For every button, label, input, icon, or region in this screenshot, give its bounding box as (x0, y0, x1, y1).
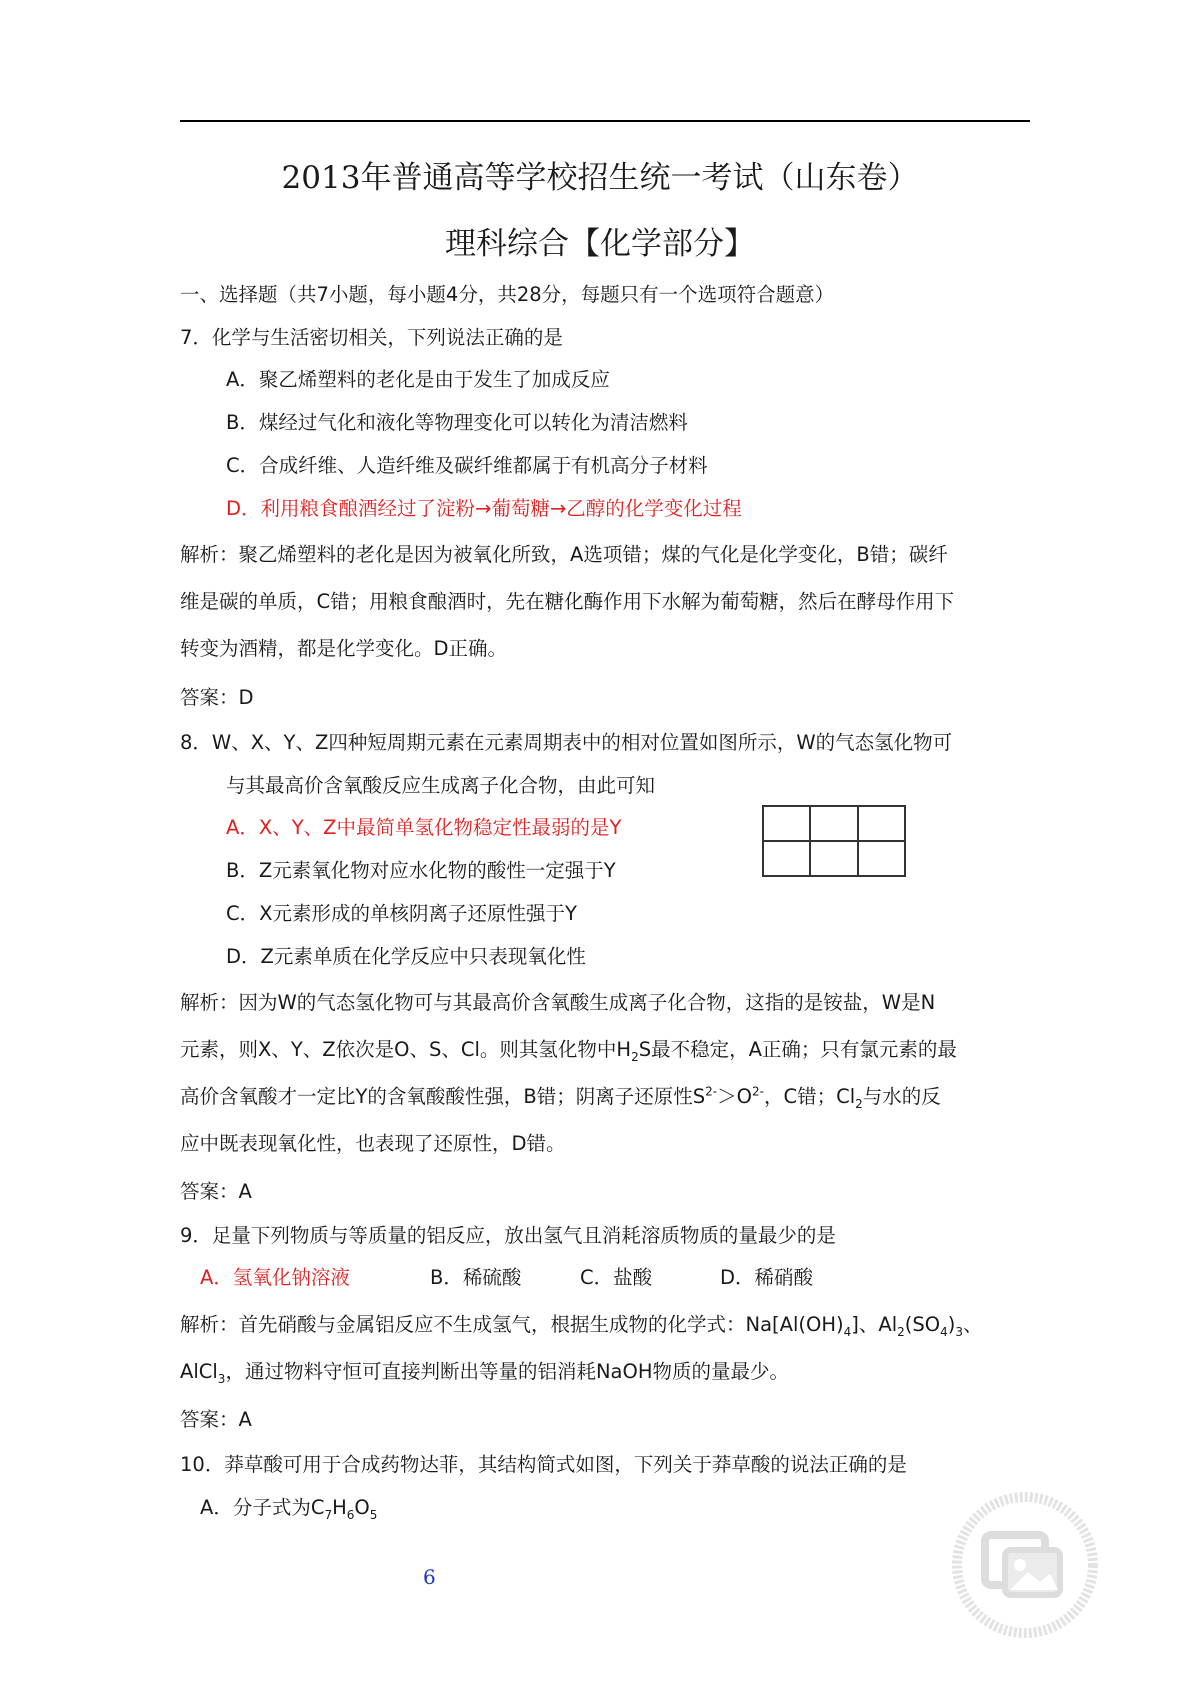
q8-answer: 答案：A (180, 1180, 252, 1203)
q8-explanation-4: 应中既表现氧化性，也表现了还原性，D错。 (180, 1132, 566, 1155)
q8-explanation-2: 元素，则X、Y、Z依次是O、S、Cl。则其氢化物中$H_2S$最不稳定，A正确；只有氯元素的最 (180, 1038, 957, 1064)
section-heading: 一、选择题（共7小题，每小题4分，共28分，每题只有一个选项符合题意） (180, 283, 835, 306)
grid-cell (763, 806, 810, 841)
watermark-logo-icon (950, 1490, 1100, 1640)
grid-cell (858, 841, 905, 876)
q9-option-c: C．盐酸 (580, 1266, 653, 1289)
q8-stem-2: 与其最高价含氧酸反应生成离子化合物，由此可知 (226, 774, 656, 797)
q7-stem: 7．化学与生活密切相关，下列说法正确的是 (180, 326, 563, 349)
document-title: 2013年普通高等学校招生统一考试（山东卷） (281, 160, 919, 196)
page-number: 6 (423, 1565, 436, 1589)
q9-explanation-1: 解析：首先硝酸与金属铝反应不生成氢气，根据生成物的化学式：$Na[Al(OH)_4]$、$Al_2(SO_4)_3$、 (180, 1313, 983, 1339)
q9-option-b: B．稀硫酸 (430, 1266, 522, 1289)
q8-option-c: C．X元素形成的单核阴离子还原性强于Y (226, 902, 577, 925)
q7-option-a: A．聚乙烯塑料的老化是由于发生了加成反应 (226, 368, 610, 391)
q8-option-b: B．Z元素氧化物对应水化物的酸性一定强于Y (226, 859, 616, 882)
q7-explanation-2: 维是碳的单质，C错；用粮食酿酒时，先在糖化酶作用下水解为葡萄糖，然后在酵母作用下 (180, 590, 955, 613)
q7-explanation-1: 解析：聚乙烯塑料的老化是因为被氧化所致，A选项错；煤的气化是化学变化，B错；碳纤 (180, 543, 948, 566)
q7-option-b: B．煤经过气化和液化等物理变化可以转化为清洁燃料 (226, 411, 688, 434)
q9-answer: 答案：A (180, 1408, 252, 1431)
q8-explanation-1: 解析：因为W的气态氢化物可与其最高价含氧酸生成离子化合物，这指的是铵盐，W是N (180, 991, 936, 1014)
periodic-table-grid (762, 805, 906, 877)
grid-cell (858, 806, 905, 841)
q10-stem: 10．莽草酸可用于合成药物达菲，其结构简式如图，下列关于莽草酸的说法正确的是 (180, 1453, 907, 1476)
q9-option-a: A．氢氧化钠溶液 (200, 1266, 350, 1289)
q7-explanation-3: 转变为酒精，都是化学变化。D正确。 (180, 637, 508, 660)
q9-explanation-2: AlCl$_3$，通过物料守恒可直接判断出等量的铝消耗NaOH物质的量最少。 (180, 1360, 789, 1386)
q8-option-d: D．Z元素单质在化学反应中只表现氧化性 (226, 945, 586, 968)
q8-explanation-3: 高价含氧酸才一定比Y的含氧酸酸性强，B错；阴离子还原性$S^{2-}>O^{2-}$，C错；$Cl_2$与水的反 (180, 1084, 941, 1111)
grid-cell (810, 806, 857, 841)
document-subtitle: 理科综合【化学部分】 (445, 226, 755, 262)
q9-option-d: D．稀硝酸 (720, 1266, 814, 1289)
q9-stem: 9．足量下列物质与等质量的铝反应，放出氢气且消耗溶质物质的量最少的是 (180, 1224, 836, 1247)
q8-stem-1: 8．W、X、Y、Z四种短周期元素在元素周期表中的相对位置如图所示，W的气态氢化物可 (180, 731, 953, 754)
grid-cell (763, 841, 810, 876)
header-rule (180, 120, 1030, 122)
q8-option-a: A．X、Y、Z中最简单氢化物稳定性最弱的是Y (226, 816, 622, 839)
q10-option-a: A．分子式为$C_7H_6O_5$ (200, 1496, 378, 1522)
q7-option-d: D．利用粮食酿酒经过了淀粉→葡萄糖→乙醇的化学变化过程 (226, 497, 742, 520)
q7-option-c: C．合成纤维、人造纤维及碳纤维都属于有机高分子材料 (226, 454, 708, 477)
q7-answer: 答案：D (180, 686, 254, 709)
grid-cell (810, 841, 857, 876)
